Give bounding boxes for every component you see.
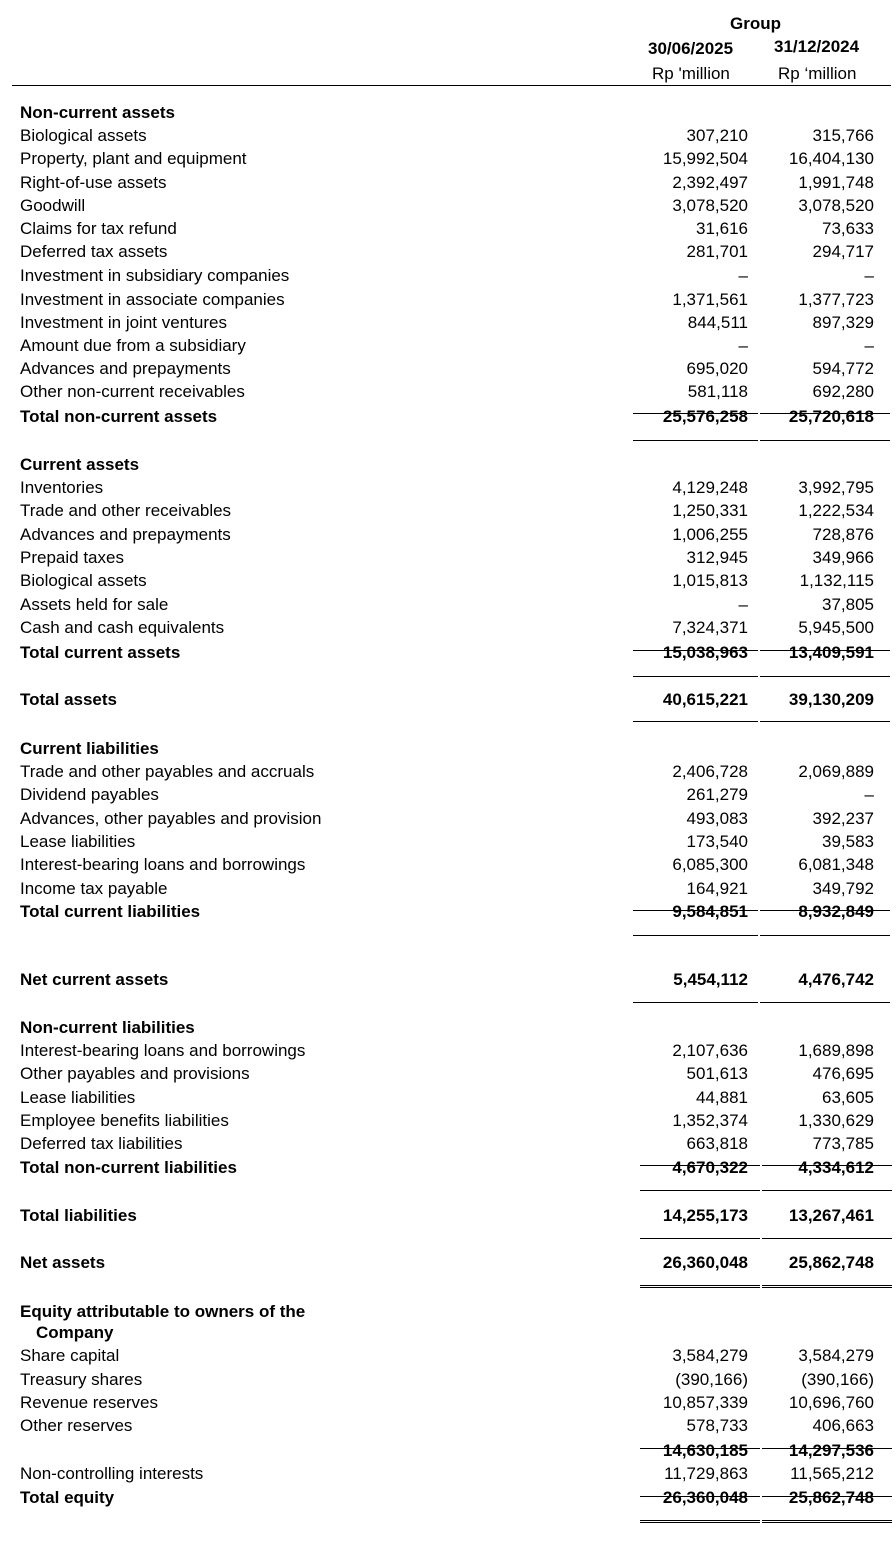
row-label: Other non-current receivables [20, 382, 245, 401]
row-label: Right-of-use assets [20, 173, 167, 192]
col1-unit: Rp 'million [652, 64, 730, 83]
rule [762, 1238, 892, 1239]
value-31-12-2024: 1,991,748 [798, 173, 874, 192]
row-label: Total non-current liabilities [20, 1158, 237, 1177]
statement-row [0, 1487, 896, 1509]
statement-row [0, 738, 896, 760]
value-31-12-2024: 1,222,534 [798, 501, 874, 520]
value-31-12-2024: – [864, 266, 874, 285]
value-30-06-2025: 164,921 [686, 879, 748, 898]
value-31-12-2024: 728,876 [812, 525, 874, 544]
row-label: Trade and other receivables [20, 501, 232, 520]
value-30-06-2025: 5,454,112 [673, 970, 748, 989]
statement-row [0, 617, 896, 639]
value-31-12-2024: 13,409,591 [788, 643, 874, 662]
row-label: Advances and prepayments [20, 359, 231, 378]
value-30-06-2025: 4,670,322 [672, 1158, 748, 1177]
col2-unit: Rp ‘million [778, 64, 857, 83]
value-31-12-2024: 16,404,130 [788, 149, 874, 168]
value-31-12-2024: 406,663 [812, 1416, 874, 1435]
value-30-06-2025: 501,613 [686, 1064, 748, 1083]
header-rule [12, 85, 891, 86]
row-label: Company [36, 1323, 114, 1342]
row-label: Revenue reserves [20, 1393, 158, 1412]
value-31-12-2024: 773,785 [812, 1134, 874, 1153]
row-label: Property, plant and equipment [20, 149, 247, 168]
value-30-06-2025: 312,945 [686, 548, 748, 567]
value-30-06-2025: – [738, 595, 748, 614]
rule [760, 935, 890, 936]
value-30-06-2025: 695,020 [686, 359, 748, 378]
value-31-12-2024: 4,334,612 [798, 1158, 874, 1177]
statement-row [0, 1017, 896, 1039]
rule [633, 935, 758, 936]
row-label: Cash and cash equivalents [20, 618, 225, 637]
value-30-06-2025: 844,511 [687, 313, 748, 332]
value-31-12-2024: 3,078,520 [798, 196, 874, 215]
statement-row [0, 195, 896, 217]
statement-row [0, 642, 896, 664]
statement-row [0, 1440, 896, 1462]
value-30-06-2025: 1,015,813 [672, 571, 748, 590]
statement-row [0, 1252, 896, 1274]
statement-row [0, 878, 896, 900]
statement-row [0, 1157, 896, 1179]
value-30-06-2025: 14,630,185 [662, 1441, 748, 1460]
statement-row [0, 594, 896, 616]
rule [633, 413, 758, 414]
statement-row [0, 1415, 896, 1437]
row-label: Total equity [20, 1488, 115, 1507]
value-31-12-2024: 349,966 [812, 548, 874, 567]
rule [633, 440, 758, 441]
value-30-06-2025: 26,360,048 [662, 1253, 748, 1272]
value-30-06-2025: 281,701 [686, 242, 748, 261]
rule [633, 1002, 758, 1003]
row-label: Employee benefits liabilities [20, 1111, 229, 1130]
statement-row [0, 524, 896, 546]
row-label: Amount due from a subsidiary [20, 336, 246, 355]
value-31-12-2024: 3,584,279 [798, 1346, 874, 1365]
value-30-06-2025: 1,352,374 [672, 1111, 748, 1130]
rule [760, 440, 890, 441]
row-label: Total current assets [20, 643, 181, 662]
statement-row [0, 335, 896, 357]
value-30-06-2025: 581,118 [687, 382, 748, 401]
value-30-06-2025: 40,615,221 [662, 690, 748, 709]
statement-row [0, 241, 896, 263]
rule [640, 1448, 760, 1449]
statement-row [0, 1087, 896, 1109]
row-label: Other reserves [20, 1416, 133, 1435]
value-31-12-2024: 25,862,748 [788, 1253, 874, 1272]
row-label: Deferred tax liabilities [20, 1134, 183, 1153]
statement-row [0, 1063, 896, 1085]
statement-row [0, 102, 896, 124]
value-31-12-2024: 476,695 [812, 1064, 874, 1083]
value-31-12-2024: 6,081,348 [798, 855, 874, 874]
value-30-06-2025: 4,129,248 [672, 478, 748, 497]
value-30-06-2025: 493,083 [686, 809, 748, 828]
rule [760, 413, 890, 414]
row-label: Prepaid taxes [20, 548, 124, 567]
row-label: Total current liabilities [20, 902, 201, 921]
value-30-06-2025: 31,616 [696, 219, 748, 238]
row-label: Investment in joint ventures [20, 313, 227, 332]
value-30-06-2025: 3,584,279 [672, 1346, 748, 1365]
value-31-12-2024: 25,720,618 [788, 407, 874, 426]
row-label: Non-current liabilities [20, 1018, 195, 1037]
row-label: Lease liabilities [20, 832, 136, 851]
row-label: Interest-bearing loans and borrowings [20, 855, 306, 874]
statement-row [0, 761, 896, 783]
statement-row [0, 831, 896, 853]
row-label: Inventories [20, 478, 104, 497]
row-label: Biological assets [20, 571, 147, 590]
statement-row [0, 1110, 896, 1132]
rule [633, 650, 758, 651]
value-30-06-2025: 14,255,173 [662, 1206, 748, 1225]
value-31-12-2024: (390,166) [801, 1370, 874, 1389]
statement-row [0, 1392, 896, 1414]
statement-row [0, 454, 896, 476]
row-label: Total assets [20, 690, 118, 709]
rule [762, 1448, 892, 1449]
rule [762, 1190, 892, 1191]
value-31-12-2024: 10,696,760 [788, 1393, 874, 1412]
value-30-06-2025: 663,818 [686, 1134, 748, 1153]
statement-row [0, 125, 896, 147]
rule [760, 910, 890, 911]
value-31-12-2024: 11,565,212 [790, 1464, 874, 1483]
statement-row [0, 1040, 896, 1062]
value-30-06-2025: 307,210 [686, 126, 748, 145]
statement-row [0, 969, 896, 991]
value-31-12-2024: 5,945,500 [798, 618, 874, 637]
rule [633, 676, 758, 677]
statement-row [0, 1133, 896, 1155]
value-31-12-2024: 349,792 [812, 879, 874, 898]
rule [760, 676, 890, 677]
statement-row [0, 1205, 896, 1227]
row-label: Non-controlling interests [20, 1464, 204, 1483]
value-30-06-2025: 9,584,851 [672, 902, 748, 921]
rule [633, 910, 758, 911]
statement-row [0, 1345, 896, 1367]
statement-row [0, 1322, 896, 1344]
value-30-06-2025: (390,166) [675, 1370, 748, 1389]
row-label: Net current assets [20, 970, 169, 989]
value-30-06-2025: 15,992,504 [662, 149, 748, 168]
row-label: Other payables and provisions [20, 1064, 250, 1083]
value-30-06-2025: 1,006,255 [672, 525, 748, 544]
statement-row [0, 854, 896, 876]
row-label: Advances, other payables and provision [20, 809, 322, 828]
row-label: Investment in subsidiary companies [20, 266, 290, 285]
value-31-12-2024: 594,772 [812, 359, 874, 378]
statement-row [0, 265, 896, 287]
row-label: Total liabilities [20, 1206, 137, 1225]
value-31-12-2024: 1,132,115 [799, 571, 874, 590]
value-31-12-2024: 8,932,849 [798, 902, 874, 921]
row-label: Deferred tax assets [20, 242, 168, 261]
row-label: Investment in associate companies [20, 290, 285, 309]
rule [762, 1165, 892, 1166]
value-30-06-2025: – [738, 336, 748, 355]
double-rule [640, 1285, 760, 1288]
rule [760, 1002, 890, 1003]
row-label: Treasury shares [20, 1370, 143, 1389]
row-label: Advances and prepayments [20, 525, 231, 544]
statement-row [0, 218, 896, 240]
row-label: Goodwill [20, 196, 86, 215]
statement-row [0, 901, 896, 923]
rule [762, 1496, 892, 1497]
row-label: Trade and other payables and accruals [20, 762, 315, 781]
value-30-06-2025: 578,733 [686, 1416, 748, 1435]
row-label: Current assets [20, 455, 140, 474]
row-label: Equity attributable to owners of the [20, 1302, 306, 1321]
double-rule [762, 1520, 892, 1523]
statement-row [0, 477, 896, 499]
row-label: Current liabilities [20, 739, 159, 758]
col2-date: 31/12/2024 [774, 37, 860, 56]
statement-row [0, 148, 896, 170]
value-30-06-2025: 44,881 [696, 1088, 748, 1107]
statement-row [0, 1463, 896, 1485]
value-30-06-2025: 7,324,371 [672, 618, 748, 637]
row-label: Total non-current assets [20, 407, 218, 426]
row-label: Claims for tax refund [20, 219, 177, 238]
statement-row [0, 312, 896, 334]
value-30-06-2025: 3,078,520 [672, 196, 748, 215]
value-30-06-2025: 11,729,863 [664, 1464, 748, 1483]
rule [640, 1165, 760, 1166]
value-30-06-2025: 10,857,339 [662, 1393, 748, 1412]
statement-row [0, 1369, 896, 1391]
double-rule [762, 1285, 892, 1288]
value-30-06-2025: 2,392,497 [672, 173, 748, 192]
value-31-12-2024: 315,766 [812, 126, 874, 145]
value-31-12-2024: 1,330,629 [798, 1111, 874, 1130]
value-30-06-2025: – [738, 266, 748, 285]
statement-row [0, 172, 896, 194]
value-31-12-2024: 294,717 [812, 242, 874, 261]
value-31-12-2024: 4,476,742 [798, 970, 874, 989]
value-31-12-2024: – [864, 336, 874, 355]
value-31-12-2024: 692,280 [812, 382, 874, 401]
rule [760, 721, 890, 722]
value-30-06-2025: 2,107,636 [672, 1041, 748, 1060]
value-31-12-2024: 39,583 [822, 832, 874, 851]
value-30-06-2025: 261,279 [686, 785, 748, 804]
value-31-12-2024: 39,130,209 [788, 690, 874, 709]
value-31-12-2024: 73,633 [822, 219, 874, 238]
statement-row [0, 358, 896, 380]
value-30-06-2025: 1,250,331 [672, 501, 748, 520]
statement-row [0, 406, 896, 428]
double-rule [640, 1520, 760, 1523]
rule [760, 650, 890, 651]
value-31-12-2024: 2,069,889 [798, 762, 874, 781]
col1-date: 30/06/2025 [648, 39, 734, 58]
value-30-06-2025: 2,406,728 [672, 762, 748, 781]
value-30-06-2025: 26,360,048 [662, 1488, 748, 1507]
value-31-12-2024: – [864, 785, 874, 804]
value-31-12-2024: 1,377,723 [798, 290, 874, 309]
value-30-06-2025: 6,085,300 [672, 855, 748, 874]
statement-row [0, 289, 896, 311]
value-30-06-2025: 25,576,258 [662, 407, 748, 426]
value-31-12-2024: 14,297,536 [788, 1441, 874, 1460]
statement-row [0, 1301, 896, 1323]
value-31-12-2024: 1,689,898 [798, 1041, 874, 1060]
row-label: Income tax payable [20, 879, 168, 898]
statement-row [0, 381, 896, 403]
value-31-12-2024: 63,605 [822, 1088, 874, 1107]
row-label: Assets held for sale [20, 595, 169, 614]
value-31-12-2024: 392,237 [812, 809, 874, 828]
value-31-12-2024: 25,862,748 [788, 1488, 874, 1507]
value-30-06-2025: 15,038,963 [662, 643, 748, 662]
row-label: Non-current assets [20, 103, 175, 122]
group-heading: Group [730, 14, 781, 33]
statement-row [0, 808, 896, 830]
statement-row [0, 500, 896, 522]
rule [633, 721, 758, 722]
value-31-12-2024: 3,992,795 [798, 478, 874, 497]
statement-row [0, 570, 896, 592]
value-31-12-2024: 13,267,461 [788, 1206, 874, 1225]
rule [640, 1238, 760, 1239]
rule [640, 1496, 760, 1497]
value-31-12-2024: 897,329 [812, 313, 874, 332]
row-label: Dividend payables [20, 785, 159, 804]
row-label: Biological assets [20, 126, 147, 145]
statement-row [0, 784, 896, 806]
statement-row [0, 689, 896, 711]
row-label: Lease liabilities [20, 1088, 136, 1107]
row-label: Share capital [20, 1346, 120, 1365]
statement-row [0, 547, 896, 569]
row-label: Interest-bearing loans and borrowings [20, 1041, 306, 1060]
value-30-06-2025: 1,371,561 [672, 290, 748, 309]
value-30-06-2025: 173,540 [686, 832, 748, 851]
value-31-12-2024: 37,805 [822, 595, 874, 614]
rule [640, 1190, 760, 1191]
row-label: Net assets [20, 1253, 106, 1272]
